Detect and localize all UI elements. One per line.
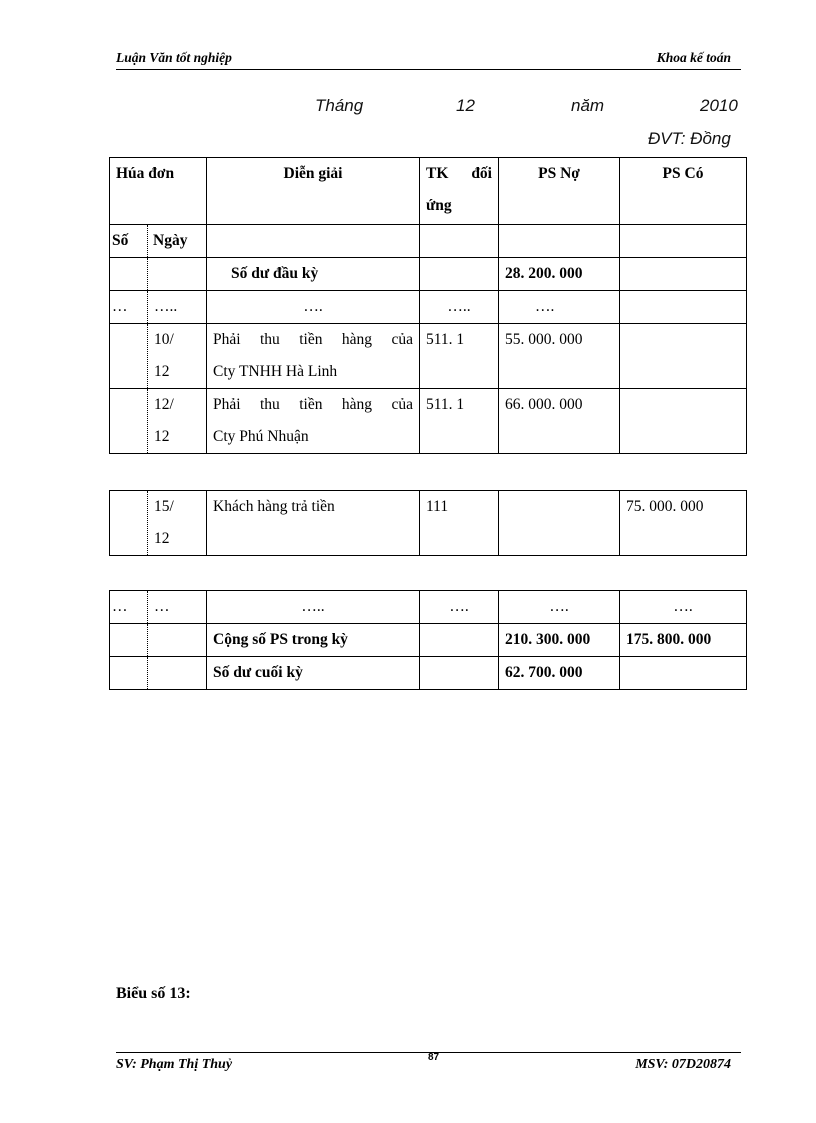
ledger-table-part1 (109, 157, 747, 454)
empty-cell (420, 624, 499, 657)
opening-balance-debit: 28. 200. 000 (499, 258, 620, 291)
table-row (110, 389, 747, 454)
total-debit: 210. 300. 000 (499, 624, 620, 657)
table-row (110, 657, 747, 690)
ledger-table-part3 (109, 590, 747, 690)
empty-cell (148, 624, 207, 657)
row-date-line1: 12/ (154, 396, 174, 413)
row-date (148, 324, 207, 389)
header-right: Khoa kế toán (656, 50, 731, 65)
header-account-line1: TK đối (426, 165, 492, 182)
empty-cell (620, 657, 747, 690)
dots-cell: …. (420, 591, 499, 624)
row-date-line2: 12 (154, 363, 170, 380)
dots-cell: …. (499, 591, 620, 624)
row-description-line2: Cty Phú Nhuận (213, 428, 309, 445)
empty-cell (620, 225, 747, 258)
footer-student: SV: Phạm Thị Thuỷ (116, 1057, 233, 1072)
empty-cell (110, 389, 148, 454)
empty-cell (620, 389, 747, 454)
dots-cell: … (110, 291, 148, 324)
month-value: 12 (456, 96, 475, 115)
dots-cell: … (148, 591, 207, 624)
empty-cell (620, 291, 747, 324)
page-number: 87 (428, 1052, 440, 1063)
empty-cell (620, 324, 747, 389)
header-date: Ngày (148, 225, 207, 258)
row-description (207, 389, 420, 454)
dots-cell: … (110, 591, 148, 624)
row-date (148, 389, 207, 454)
empty-cell (620, 258, 747, 291)
dots-cell: ….. (207, 591, 420, 624)
unit-label: ĐVT: Đồng (648, 129, 731, 148)
header-left: Luận Văn tốt nghiệp (116, 50, 232, 65)
empty-cell (110, 324, 148, 389)
dots-cell: …. (499, 291, 620, 324)
table-row (110, 324, 747, 389)
footer-student-id: MSV: 07D20874 (635, 1057, 731, 1072)
dots-cell: …. (207, 291, 420, 324)
opening-balance-label: Số dư đầu kỳ (207, 258, 420, 291)
row-account: 511. 1 (420, 389, 499, 454)
empty-cell (499, 491, 620, 556)
table-row (110, 491, 747, 556)
header-description: Diễn giải (207, 158, 420, 225)
empty-cell (110, 491, 148, 556)
empty-cell (499, 225, 620, 258)
empty-cell (110, 258, 148, 291)
total-credit: 175. 800. 000 (620, 624, 747, 657)
row-date-line1: 10/ (154, 331, 174, 348)
figure-caption: Biểu số 13: (116, 985, 191, 1002)
empty-cell (110, 657, 148, 690)
row-date-line1: 15/ (154, 498, 174, 515)
row-date (148, 491, 207, 556)
row-debit: 55. 000. 000 (499, 324, 620, 389)
page-footer (116, 1052, 741, 1072)
page-header (116, 49, 741, 70)
empty-cell (420, 258, 499, 291)
row-date-line2: 12 (154, 530, 170, 547)
header-debit: PS Nợ (499, 158, 620, 225)
empty-cell (420, 657, 499, 690)
dots-cell: ….. (148, 291, 207, 324)
header-invoice: Húa đơn (110, 158, 207, 225)
table-row (110, 624, 747, 657)
row-description-line1: Phải thu tiền hàng của (213, 331, 413, 348)
row-date-line2: 12 (154, 428, 170, 445)
empty-cell (110, 624, 148, 657)
row-debit: 66. 000. 000 (499, 389, 620, 454)
empty-cell (207, 225, 420, 258)
dots-cell: ….. (420, 291, 499, 324)
row-account: 511. 1 (420, 324, 499, 389)
month-label: Tháng (315, 96, 364, 115)
empty-cell (148, 258, 207, 291)
closing-balance-debit: 62. 700. 000 (499, 657, 620, 690)
header-account-line2: ứng (426, 197, 452, 214)
row-credit: 75. 000. 000 (620, 491, 747, 556)
header-credit: PS Có (620, 158, 747, 225)
total-label: Cộng số PS trong kỳ (207, 624, 420, 657)
empty-cell (420, 225, 499, 258)
row-description-line1: Phải thu tiền hàng của (213, 396, 413, 413)
closing-balance-label: Số dư cuối kỳ (207, 657, 420, 690)
row-description (207, 324, 420, 389)
empty-cell (148, 657, 207, 690)
header-account (420, 158, 499, 225)
ledger-table-part2 (109, 490, 747, 556)
row-account: 111 (420, 491, 499, 556)
dots-cell: …. (620, 591, 747, 624)
year-value: 2010 (700, 96, 738, 115)
year-label: năm (571, 96, 605, 115)
header-number: Số (110, 225, 148, 258)
row-description: Khách hàng trả tiền (207, 491, 420, 556)
row-description-line2: Cty TNHH Hà Linh (213, 363, 338, 380)
